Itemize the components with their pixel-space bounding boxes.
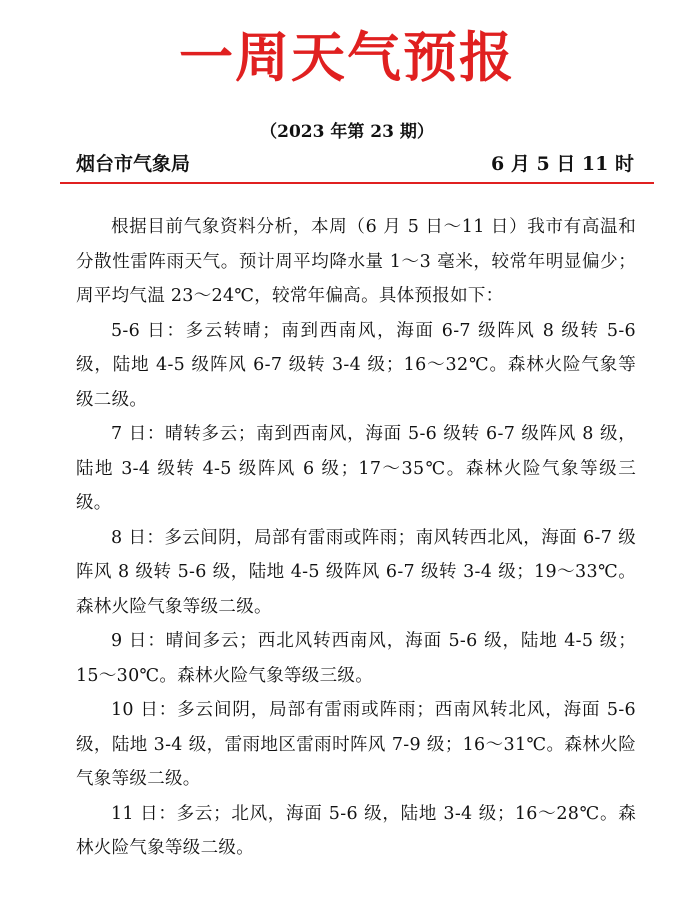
page-title: 一周天气预报 (179, 25, 515, 89)
issue-number: （2023 年第 23 期） (260, 122, 434, 142)
summary-paragraph: 根据目前气象资料分析，本周（6 月 5 日～11 日）我市有高温和分散性雷阵雨天气。预计周平均降水量 1～3 毫米，较常年明显偏少；周平均气温 23～24℃，较常年偏高。具体预报如下： (76, 217, 636, 306)
forecast-day-10: 10 日：多云间阴，局部有雷雨或阵雨；西南风转北风，海面 5-6 级，陆地 3-4 级，雷雨地区雷雨时阵风 7-9 级；16～31℃。森林火险气象等级二级。 (76, 700, 636, 789)
forecast-day-9: 9 日：晴间多云；西北风转西南风，海面 5-6 级，陆地 4-5 级；15～30℃。森林火险气象等级三级。 (76, 631, 636, 686)
issue-date: 6 月 5 日 11 时 (491, 153, 634, 175)
forecast-day-11: 11 日：多云；北风，海面 5-6 级，陆地 3-4 级；16～28℃。森林火险气象等级二级。 (76, 803, 636, 858)
forecast-body (76, 210, 636, 866)
issuing-organization: 烟台市气象局 (76, 153, 191, 175)
forecast-day-8: 8 日：多云间阴，局部有雷雨或阵雨；南风转西北风，海面 6-7 级阵风 8 级转 5-6 级，陆地 4-5 级阵风 6-7 级转 3-4 级；19～33℃。森林火险气象等级二级。 (76, 527, 636, 617)
forecast-day-5-6: 5-6 日：多云转晴；南到西南风，海面 6-7 级阵风 8 级转 5-6 级，陆地 4-5 级阵风 6-7 级转 3-4 级；16～32℃。森林火险气象等级二级。 (76, 320, 636, 410)
header-divider (60, 182, 654, 184)
forecast-day-7: 7 日：晴转多云；南到西南风，海面 5-6 级转 6-7 级阵风 8 级，陆地 3-4 级转 4-5 级阵风 6 级；17～35℃。森林火险气象等级三级。 (76, 424, 636, 513)
